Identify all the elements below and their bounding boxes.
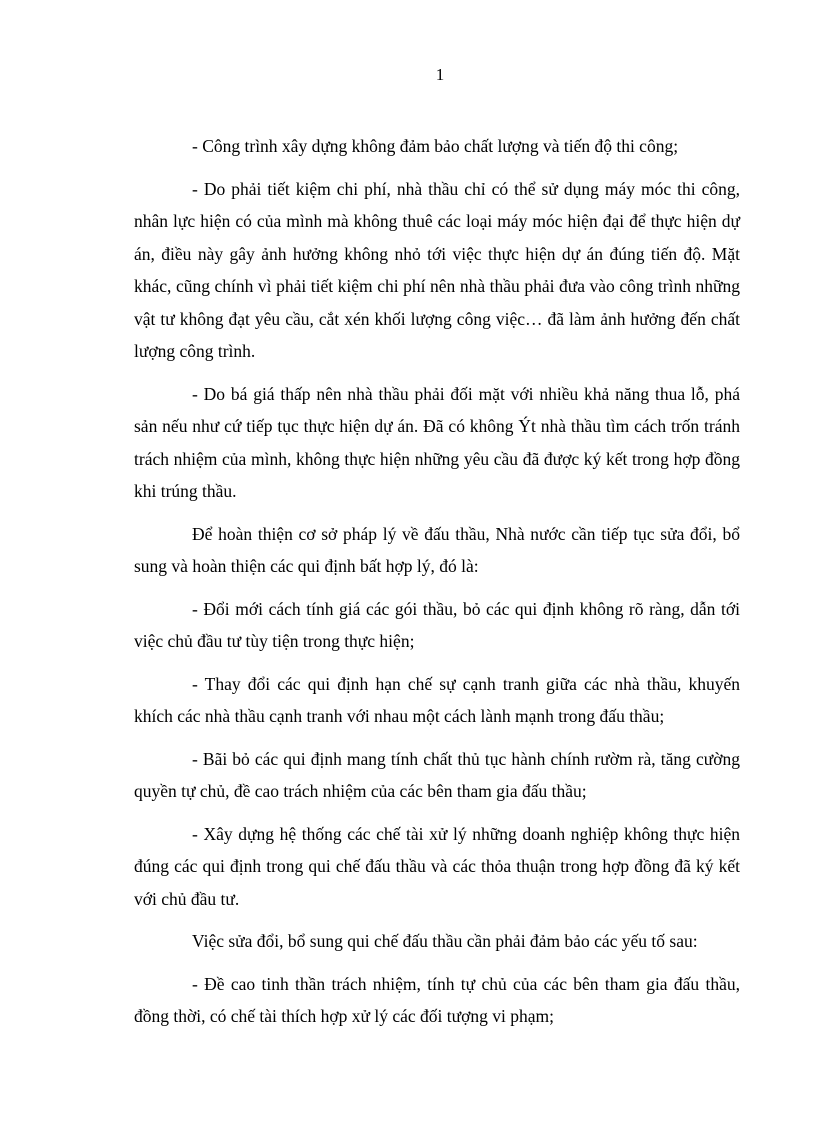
paragraph-sanctions: - Xây dựng hệ thống các chế tài xử lý những doanh nghiệp không thực hiện đúng các qui định trong qui chế đấu thầu và các thỏa thuận trong hợp đồng đã ký kết với chủ đầu tư. (134, 823, 740, 909)
paragraph-quality-progress: - Công trình xây dựng không đảm bảo chất lượng và tiến độ thi công; (192, 136, 679, 156)
paragraph-competition: - Thay đổi các qui định hạn chế sự cạnh tranh giữa các nhà thầu, khuyến khích các nhà thầu cạnh tranh với nhau một cách lành mạnh trong đấu thầu; (134, 673, 740, 726)
paragraph-low-bid-risk: - Do bá giá thấp nên nhà thầu phải đối mặt với nhiều khả năng thua lỗ, phá sản nếu như cứ tiếp tục thực hiện dự án. Đã có không Ýt nhà thầu tìm cách trốn tránh trách nhiệm của mình, không thực hiện những yêu cầu đã được ký kết trong hợp đồng khi trúng thầu. (134, 383, 740, 501)
paragraph-pricing-reform: - Đổi mới cách tính giá các gói thầu, bỏ các qui định không rõ ràng, dẫn tới việc chủ đầu tư tùy tiện trong thực hiện; (134, 598, 740, 651)
paragraph-cost-saving: - Do phải tiết kiệm chi phí, nhà thầu chỉ có thể sử dụng máy móc thi công, nhân lực hiện có của mình mà không thuê các loại máy móc hiện đại để thực hiện dự án, điều này gây ảnh hưởng không nhỏ tới việc thực hiện dự án đúng tiến độ. Mặt khác, cũng chính vì phải tiết kiệm chi phí nên nhà thầu phải đưa vào công trình những vật tư không đạt yêu cầu, cắt xén khối lượng công việc… đã làm ảnh hưởng đến chất lượng công trình. (134, 178, 740, 361)
paragraph-administrative: - Bãi bỏ các qui định mang tính chất thủ tục hành chính rườm rà, tăng cường quyền tự chủ, đề cao trách nhiệm của các bên tham gia đấu thầu; (134, 748, 740, 801)
page-number: 1 (435, 65, 445, 84)
paragraph-amendment-requirements: Việc sửa đổi, bổ sung qui chế đấu thầu cần phải đảm bảo các yếu tố sau: (192, 931, 698, 951)
paragraph-responsibility: - Đề cao tinh thần trách nhiệm, tính tự chủ của các bên tham gia đấu thầu, đồng thời, có chế tài thích hợp xử lý các đối tượng vi phạm; (134, 973, 740, 1026)
paragraph-legal-improvement: Để hoàn thiện cơ sở pháp lý về đấu thầu, Nhà nước cần tiếp tục sửa đổi, bổ sung và hoàn thiện các qui định bất hợp lý, đó là: (134, 523, 740, 576)
